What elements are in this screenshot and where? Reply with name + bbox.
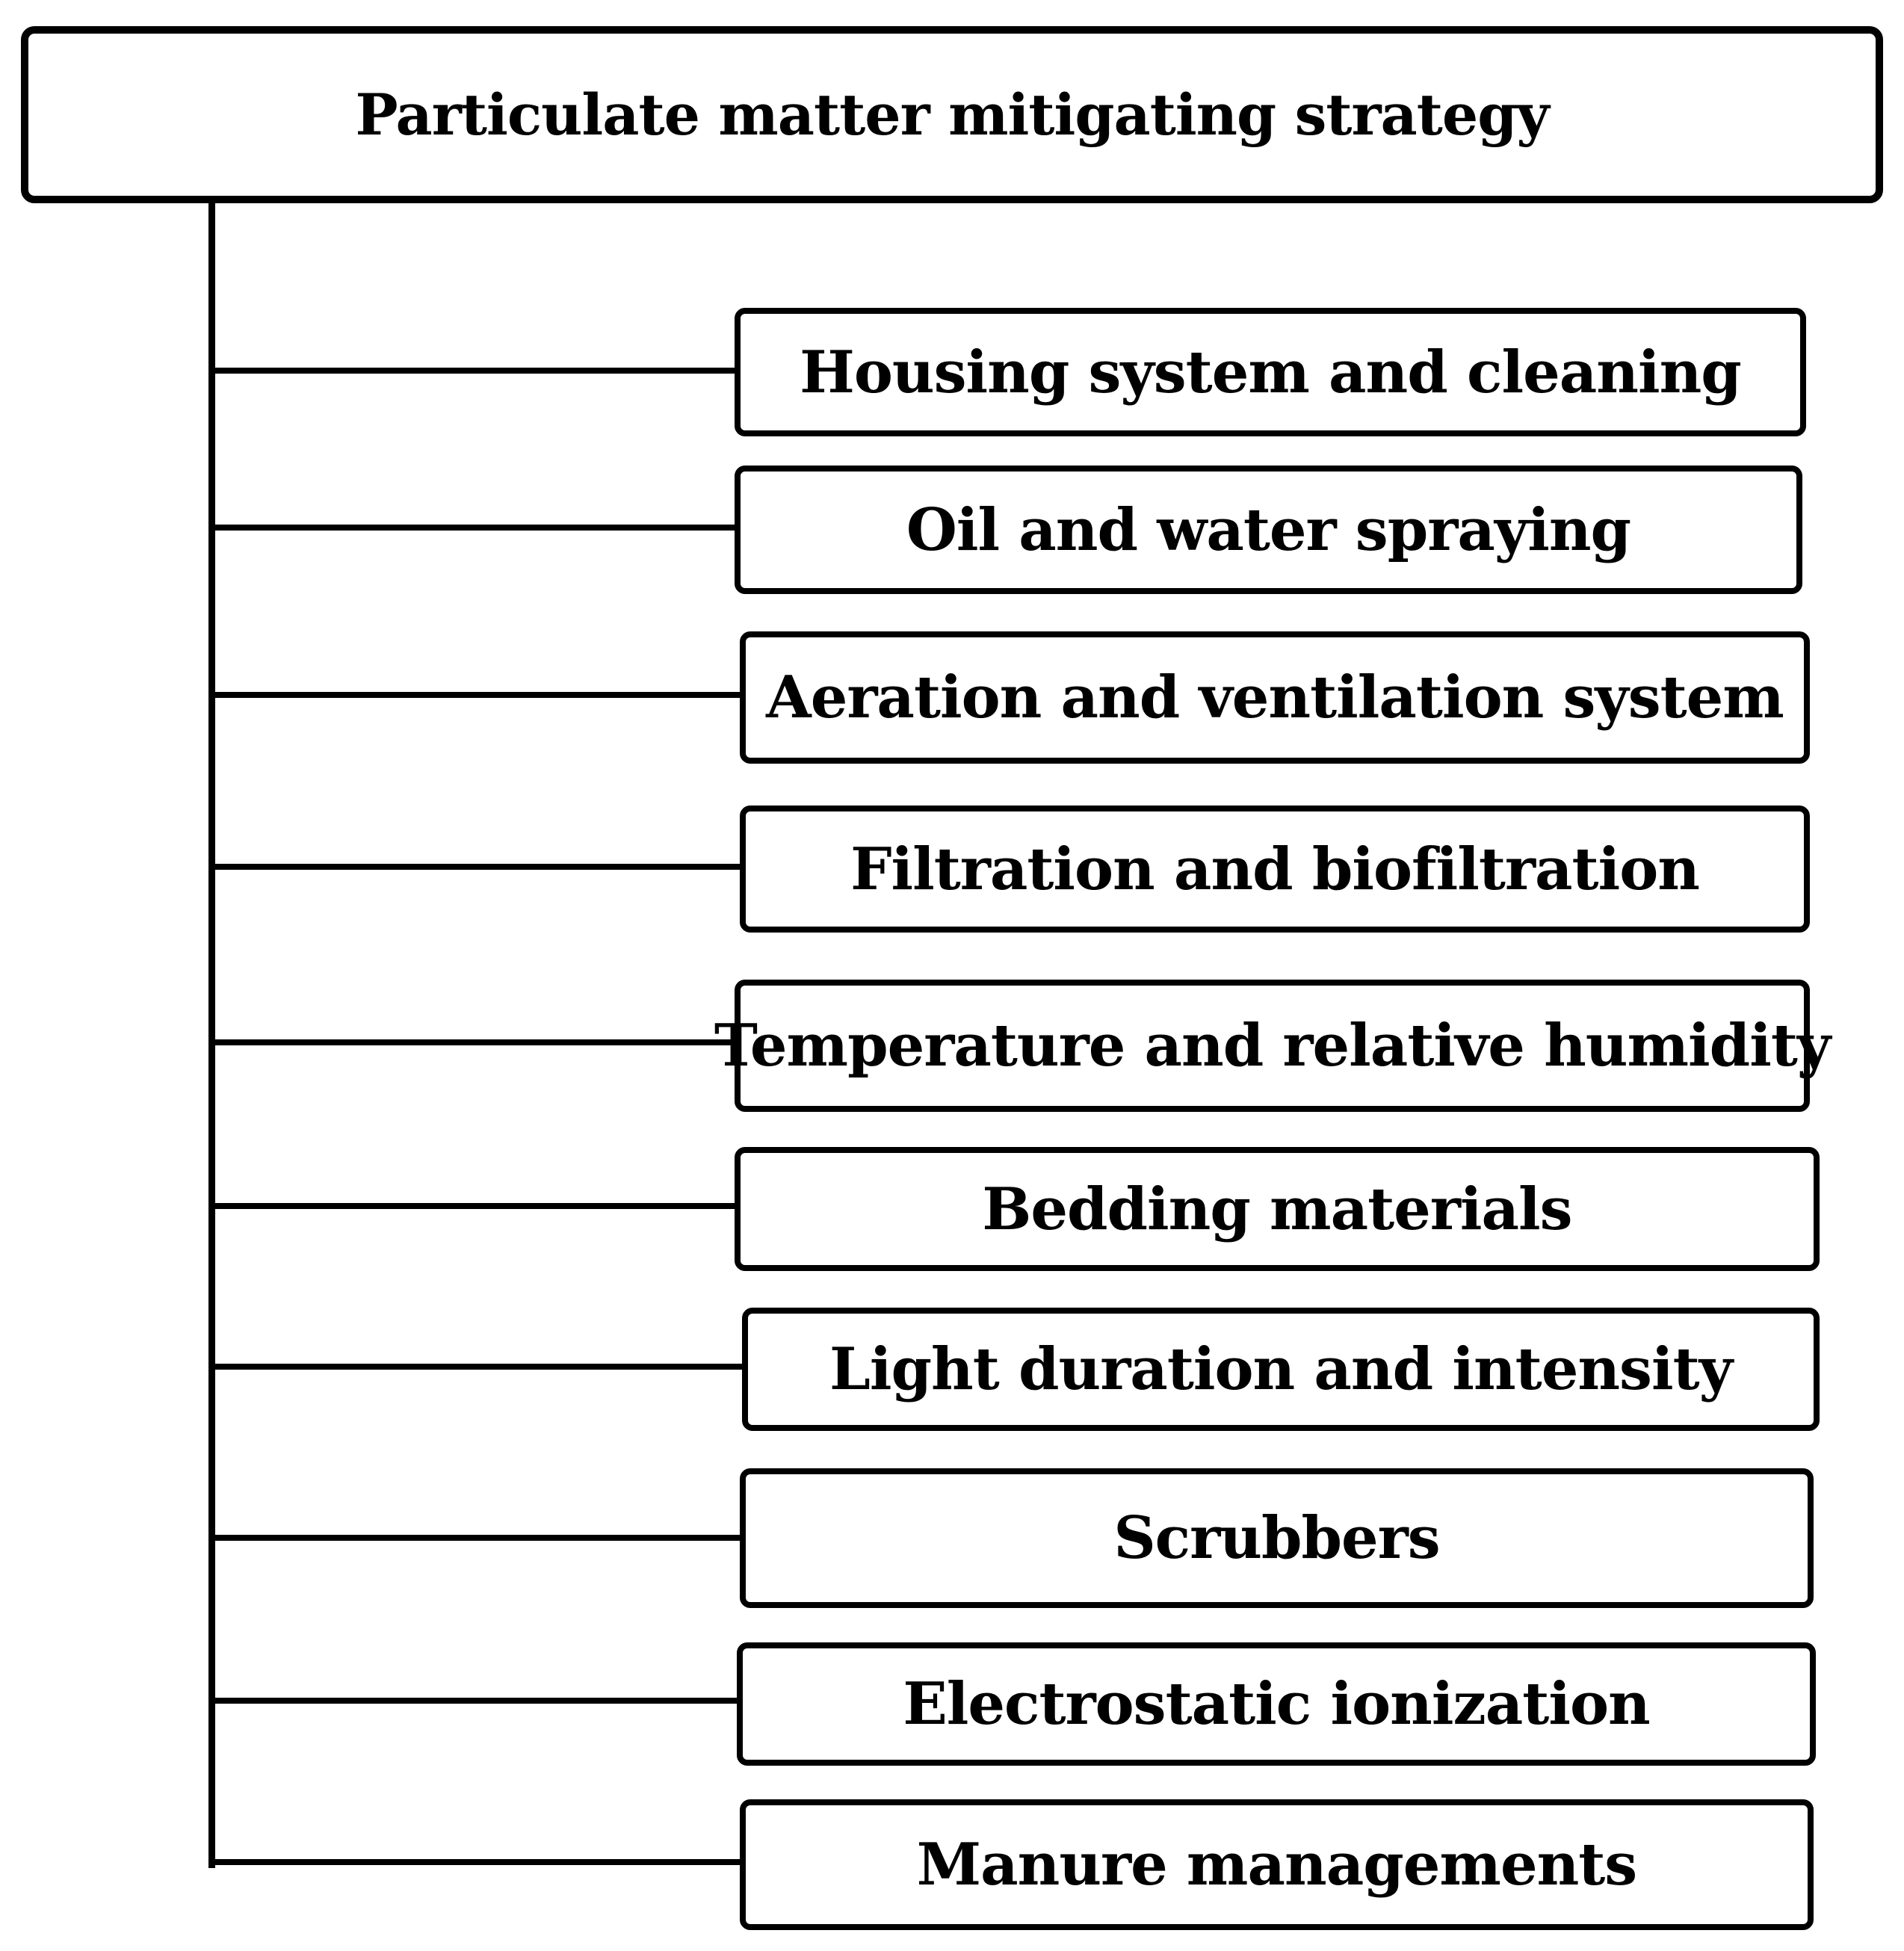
child-node-label: Scrubbers — [1113, 1504, 1440, 1572]
child-node-label: Manure managements — [916, 1831, 1637, 1899]
child-node — [740, 1468, 1814, 1608]
root-node-label: Particulate matter mitigating strategy — [355, 81, 1549, 148]
connector-branch — [208, 692, 743, 698]
child-node — [742, 1308, 1820, 1431]
child-node — [740, 1799, 1814, 1930]
child-node-label: Temperature and relative humidity — [714, 1012, 1831, 1080]
root-node — [21, 26, 1883, 203]
connector-branch — [208, 1535, 743, 1541]
connector-branch — [208, 864, 743, 870]
child-node — [740, 631, 1810, 764]
child-node-label: Filtration and biofiltration — [850, 835, 1699, 903]
connector-branch — [208, 525, 738, 531]
connector-branch — [208, 1364, 745, 1370]
connector-branch — [208, 368, 738, 374]
child-node-label: Electrostatic ionization — [903, 1670, 1650, 1738]
child-node-label: Housing system and cleaning — [800, 338, 1741, 406]
child-node — [735, 466, 1802, 594]
child-node — [737, 1642, 1816, 1766]
child-node — [740, 806, 1810, 933]
child-node — [714, 980, 1831, 1112]
connector-trunk — [208, 202, 215, 1868]
child-node — [735, 308, 1806, 436]
connector-branch — [208, 1203, 738, 1209]
connector-branch — [208, 1698, 740, 1704]
connector-branch — [208, 1859, 743, 1865]
child-node — [735, 1147, 1820, 1271]
child-node-label: Bedding materials — [982, 1175, 1572, 1243]
child-node-label: Oil and water spraying — [906, 495, 1631, 564]
child-node-label: Aeration and ventilation system — [766, 664, 1784, 732]
connector-branch — [208, 1039, 738, 1045]
child-node-label: Light duration and intensity — [829, 1335, 1732, 1403]
